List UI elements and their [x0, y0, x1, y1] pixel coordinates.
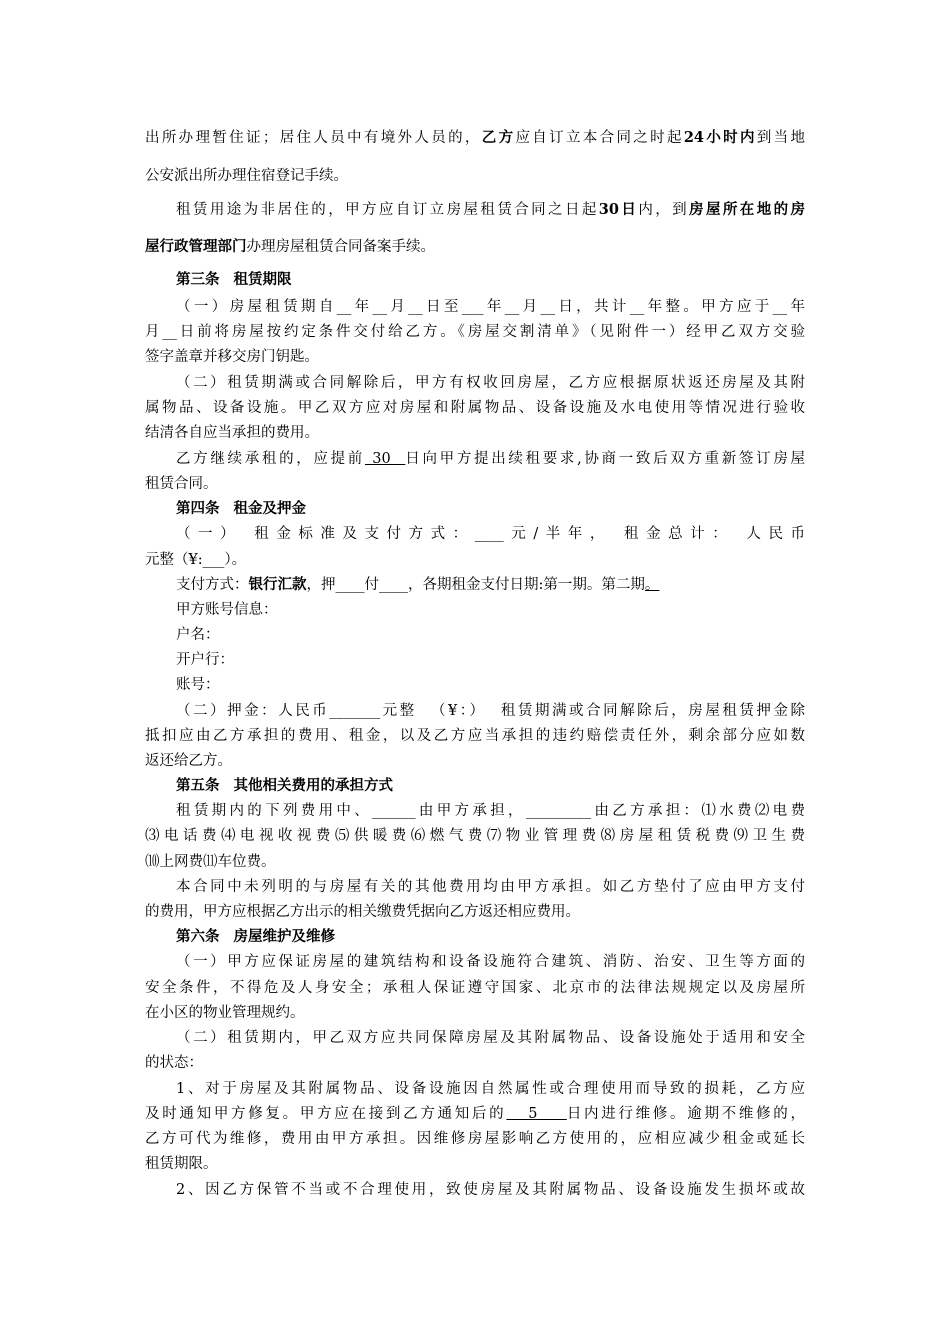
bold-text: 30日	[598, 201, 639, 218]
text-run: 乙方继续承租的，应提前	[176, 451, 365, 467]
paragraph-line: 本合同中未列明的与房屋有关的其他费用均由甲方承担。如乙方垫付了应由甲方支付	[176, 879, 805, 895]
paragraph-line: 公安派出所办理住宿登记手续。	[145, 168, 348, 184]
paragraph-line: 在小区的物业管理规约。	[145, 1005, 305, 1021]
paragraph-line	[176, 575, 805, 595]
heading-number: 第六条	[176, 928, 220, 945]
paragraph-line: （一）房屋租赁期自__年__月__日至___年__月__日，共计__年整。甲方应于__年	[176, 299, 805, 315]
text-run: 元/半年， 租金总计： 人民币	[503, 526, 805, 542]
text-run: 内，到	[638, 202, 690, 218]
heading-title: 其他相关费用的承担方式	[233, 777, 393, 794]
paragraph-line: 户名：	[176, 627, 220, 643]
text-run: 元整 （¥：） 租赁期满或合同解除后，房屋租赁押金除	[380, 703, 805, 719]
paragraph-line	[145, 237, 805, 257]
paragraph-line: 的费用，甲方应根据乙方出示的相关缴费凭据向乙方返还相应费用。	[145, 904, 580, 920]
text-run: 及时通知甲方修复。甲方应在接到乙方通知后的	[145, 1106, 507, 1122]
filled-blank: 30	[364, 451, 406, 467]
text-run: 租赁用途为非居住的，甲方应自订立房屋租赁合同之日起	[176, 202, 599, 218]
paragraph-line: 返还给乙方。	[145, 753, 232, 769]
heading-number: 第三条	[176, 271, 220, 288]
text-run: 办理房屋租赁合同备案手续。	[246, 239, 435, 255]
paragraph-line: 结清各自应当承担的费用。	[145, 425, 319, 441]
heading-title: 房屋维护及维修	[233, 928, 335, 945]
text-run: 出所办理暂住证；居住人员中有境外人员的，	[145, 130, 482, 146]
blank: _________	[525, 803, 592, 819]
heading-title: 租金及押金	[233, 500, 306, 517]
paragraph-line: 1、对于房屋及其附属物品、设备设施因自然属性或合理使用而导致的损耗，乙方应	[176, 1081, 805, 1097]
text-run: 到当地	[756, 130, 806, 146]
paragraph-line: 属物品、设备设施。甲乙双方应对房屋和附属物品、设备设施及水电使用等情况进行验收	[145, 400, 805, 416]
paragraph-line: 月__日前将房屋按约定条件交付给乙方。《房屋交割清单》（见附件一）经甲乙双方交验	[145, 324, 805, 340]
paragraph-line	[176, 801, 805, 821]
text-run: 由甲方承担，	[415, 803, 526, 819]
paragraph-line: 租赁合同。	[145, 476, 218, 492]
bold-text: 24小时内	[683, 129, 757, 146]
paragraph-line: 安全条件，不得危及人身安全；承租人保证遵守国家、北京市的法律法规规定以及房屋所	[145, 980, 805, 996]
paragraph-line: 的状态：	[145, 1055, 203, 1071]
paragraph-line: ⑽上网费⑾车位费。	[145, 854, 276, 870]
heading-number: 第五条	[176, 777, 220, 794]
text-run: 支付方式：	[176, 577, 249, 593]
paragraph-line: 账号：	[176, 677, 220, 693]
section-heading	[176, 927, 836, 947]
blank: _______	[329, 703, 381, 719]
text-run: 由乙方承担：⑴水费⑵电费	[591, 803, 806, 819]
text-run: 日内进行维修。逾期不维修的，	[566, 1106, 806, 1122]
paragraph-line: 签字盖章并移交房门钥匙。	[145, 349, 319, 365]
paragraph-line: （一）甲方应保证房屋的建筑结构和设备设施符合建筑、消防、治安、卫生等方面的	[176, 954, 805, 970]
paragraph-line: 元整（¥:___）。	[145, 552, 247, 568]
paragraph-line	[145, 1104, 805, 1124]
blank: 、______	[354, 803, 416, 819]
paragraph-line: （二）租赁期满或合同解除后，甲方有权收回房屋，乙方应根据原状返还房屋及其附	[176, 375, 805, 391]
text-run: 应自订立本合同之时起	[515, 130, 684, 146]
paragraph-line: 2、因乙方保管不当或不合理使用，致使房屋及其附属物品、设备设施发生损坏或故	[176, 1182, 805, 1198]
filled-blank: 5	[506, 1106, 567, 1122]
blank: ____	[474, 526, 504, 542]
paragraph-line	[145, 128, 805, 148]
paragraph-line: 抵扣应由乙方承担的费用、租金，以及乙方应当承担的违约赔偿责任外，剩余部分应如数	[145, 728, 805, 744]
paragraph-line	[176, 449, 805, 469]
paragraph-line: 开户行：	[176, 652, 234, 668]
bold-text: 屋行政管理部门	[145, 238, 247, 255]
paragraph-line: 甲方账号信息：	[176, 602, 278, 618]
section-heading	[176, 270, 836, 290]
paragraph-line: ⑶电话费⑷电视收视费⑸供暖费⑹燃气费⑺物业管理费⑻房屋租赁税费⑼卫生费	[145, 828, 805, 844]
section-heading	[176, 776, 836, 796]
text-run: （二）押金：人民币	[176, 703, 330, 719]
heading-title: 租赁期限	[233, 271, 292, 288]
paragraph-line	[176, 200, 805, 220]
section-heading	[176, 499, 836, 519]
paragraph-line: 乙方可代为维修，费用由甲方承担。因维修房屋影响乙方使用的，应相应减少租金或延长	[145, 1131, 805, 1147]
text-run: 租赁期内的下列费用中	[176, 803, 355, 819]
text-run: 日向甲方提出续租要求,协商一致后双方重新签订房屋	[405, 451, 806, 467]
paragraph-line	[176, 701, 805, 721]
bold-text: 乙方	[481, 129, 516, 146]
paragraph-line: 租赁期限。	[145, 1156, 218, 1172]
bold-text: 房屋所在地的房	[689, 201, 806, 218]
text-run: ，押____付____，各期租金支付日期:第一期。第二期	[306, 577, 645, 593]
underlined-text: 。	[644, 577, 660, 593]
text-run: （一） 租金标准及支付方式：	[176, 526, 475, 542]
heading-number: 第四条	[176, 500, 220, 517]
paragraph-line	[176, 524, 805, 544]
bold-text: 银行汇款	[248, 576, 307, 593]
paragraph-line: （二）租赁期内，甲乙双方应共同保障房屋及其附属物品、设备设施处于适用和安全	[176, 1030, 805, 1046]
